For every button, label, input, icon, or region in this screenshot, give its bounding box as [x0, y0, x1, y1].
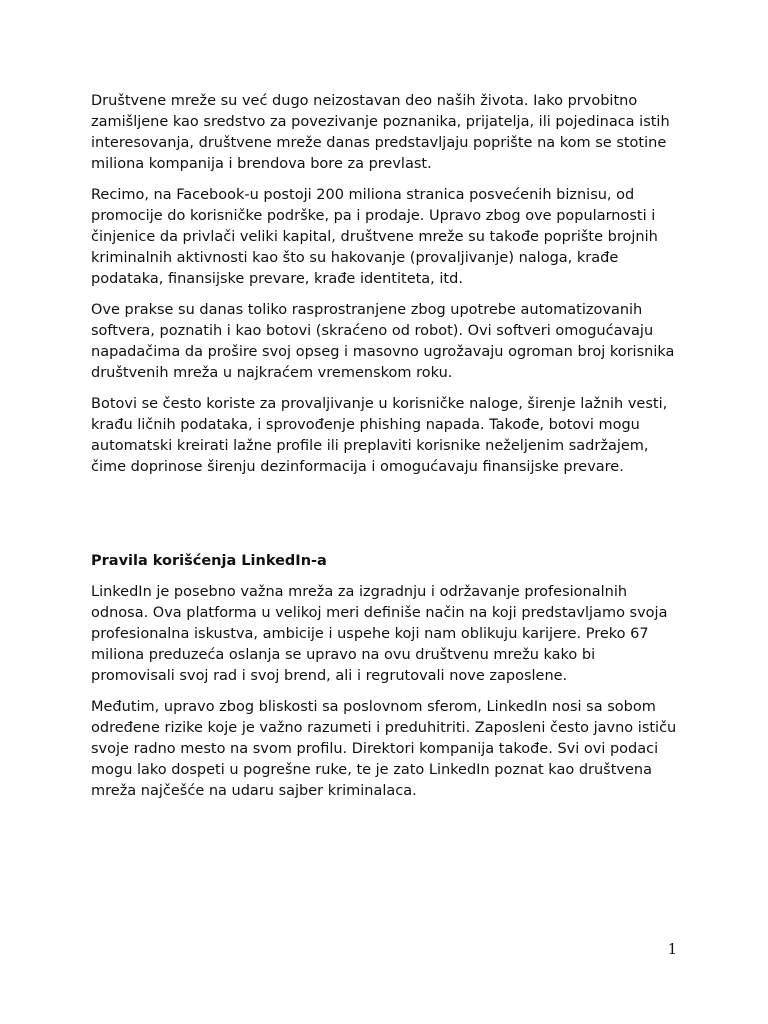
paragraph-intro-3: Ove prakse su danas toliko rasprostranjene zbog upotrebe automatizovanih softvera, poznatih i kao botovi (skraćeno od robot). Ovi softveri omogućavaju napadačima da prošire svoj opseg i masovno ugrožavaju ogroman broj korisnika društvenih mreža u najkraćem vremenskom roku.	[91, 302, 675, 381]
paragraph-section-2: Međutim, upravo zbog bliskosti sa poslovnom sferom, LinkedIn nosi sa sobom određene rizike koje je važno razumeti i preduhitriti. Zaposleni često javno ističu svoje radno mesto na svom profilu. Direktori kompanija takođe. Svi ovi podaci mogu lako dospeti u pogrešne ruke, te je zato LinkedIn poznat kao društvena mreža najčešće na udaru sajber kriminalaca.	[91, 699, 677, 799]
section-heading: Pravila korišćenja LinkedIn-a	[91, 553, 327, 569]
section-spacer	[91, 488, 681, 551]
page-number: 1	[667, 942, 677, 958]
paragraph-intro-2: Recimo, na Facebook-u postoji 200 miliona stranica posvećenih biznisu, od promocije do korisničke podrške, pa i prodaje. Upravo zbog ove popularnosti i činjenice da privlači veliki kapital, društvene mreže su takođe poprište brojnih kriminalnih aktivnosti kao što su hakovanje (provaljivanje) naloga, krađe podataka, finansijske prevare, krađe identiteta, itd.	[91, 187, 658, 287]
paragraph-section-1: LinkedIn je posebno važna mreža za izgradnju i održavanje profesionalnih odnosa. Ova platforma u velikoj meri definiše način na koji predstavljamo svoja profesionalna iskustva, ambicije i uspehe koji nam oblikuju karijere. Preko 67 miliona preduzeća oslanja se upravo na ovu društvenu mrežu kako bi promovisali svoj rad i svoj brend, ali i regrutovali nove zaposlene.	[91, 584, 668, 684]
paragraph-intro-1: Društvene mreže su već dugo neizostavan deo naših života. Iako prvobitno zamišljene kao sredstvo za povezivanje poznanika, prijatelja, ili pojedinaca istih interesovanja, društvene mreže danas predstavljaju poprište na kom se stotine miliona kompanija i brendova bore za prevlast.	[91, 93, 670, 172]
document-page	[91, 91, 681, 812]
paragraph-intro-4: Botovi se često koriste za provaljivanje u korisničke naloge, širenje lažnih vesti, krađu ličnih podataka, i sprovođenje phishing napada. Takođe, botovi mogu automatski kreirati lažne profile ili preplaviti korisnike neželjenim sadržajem, čime doprinose širenju dezinformacija i omogućavaju finansijske prevare.	[91, 396, 668, 475]
